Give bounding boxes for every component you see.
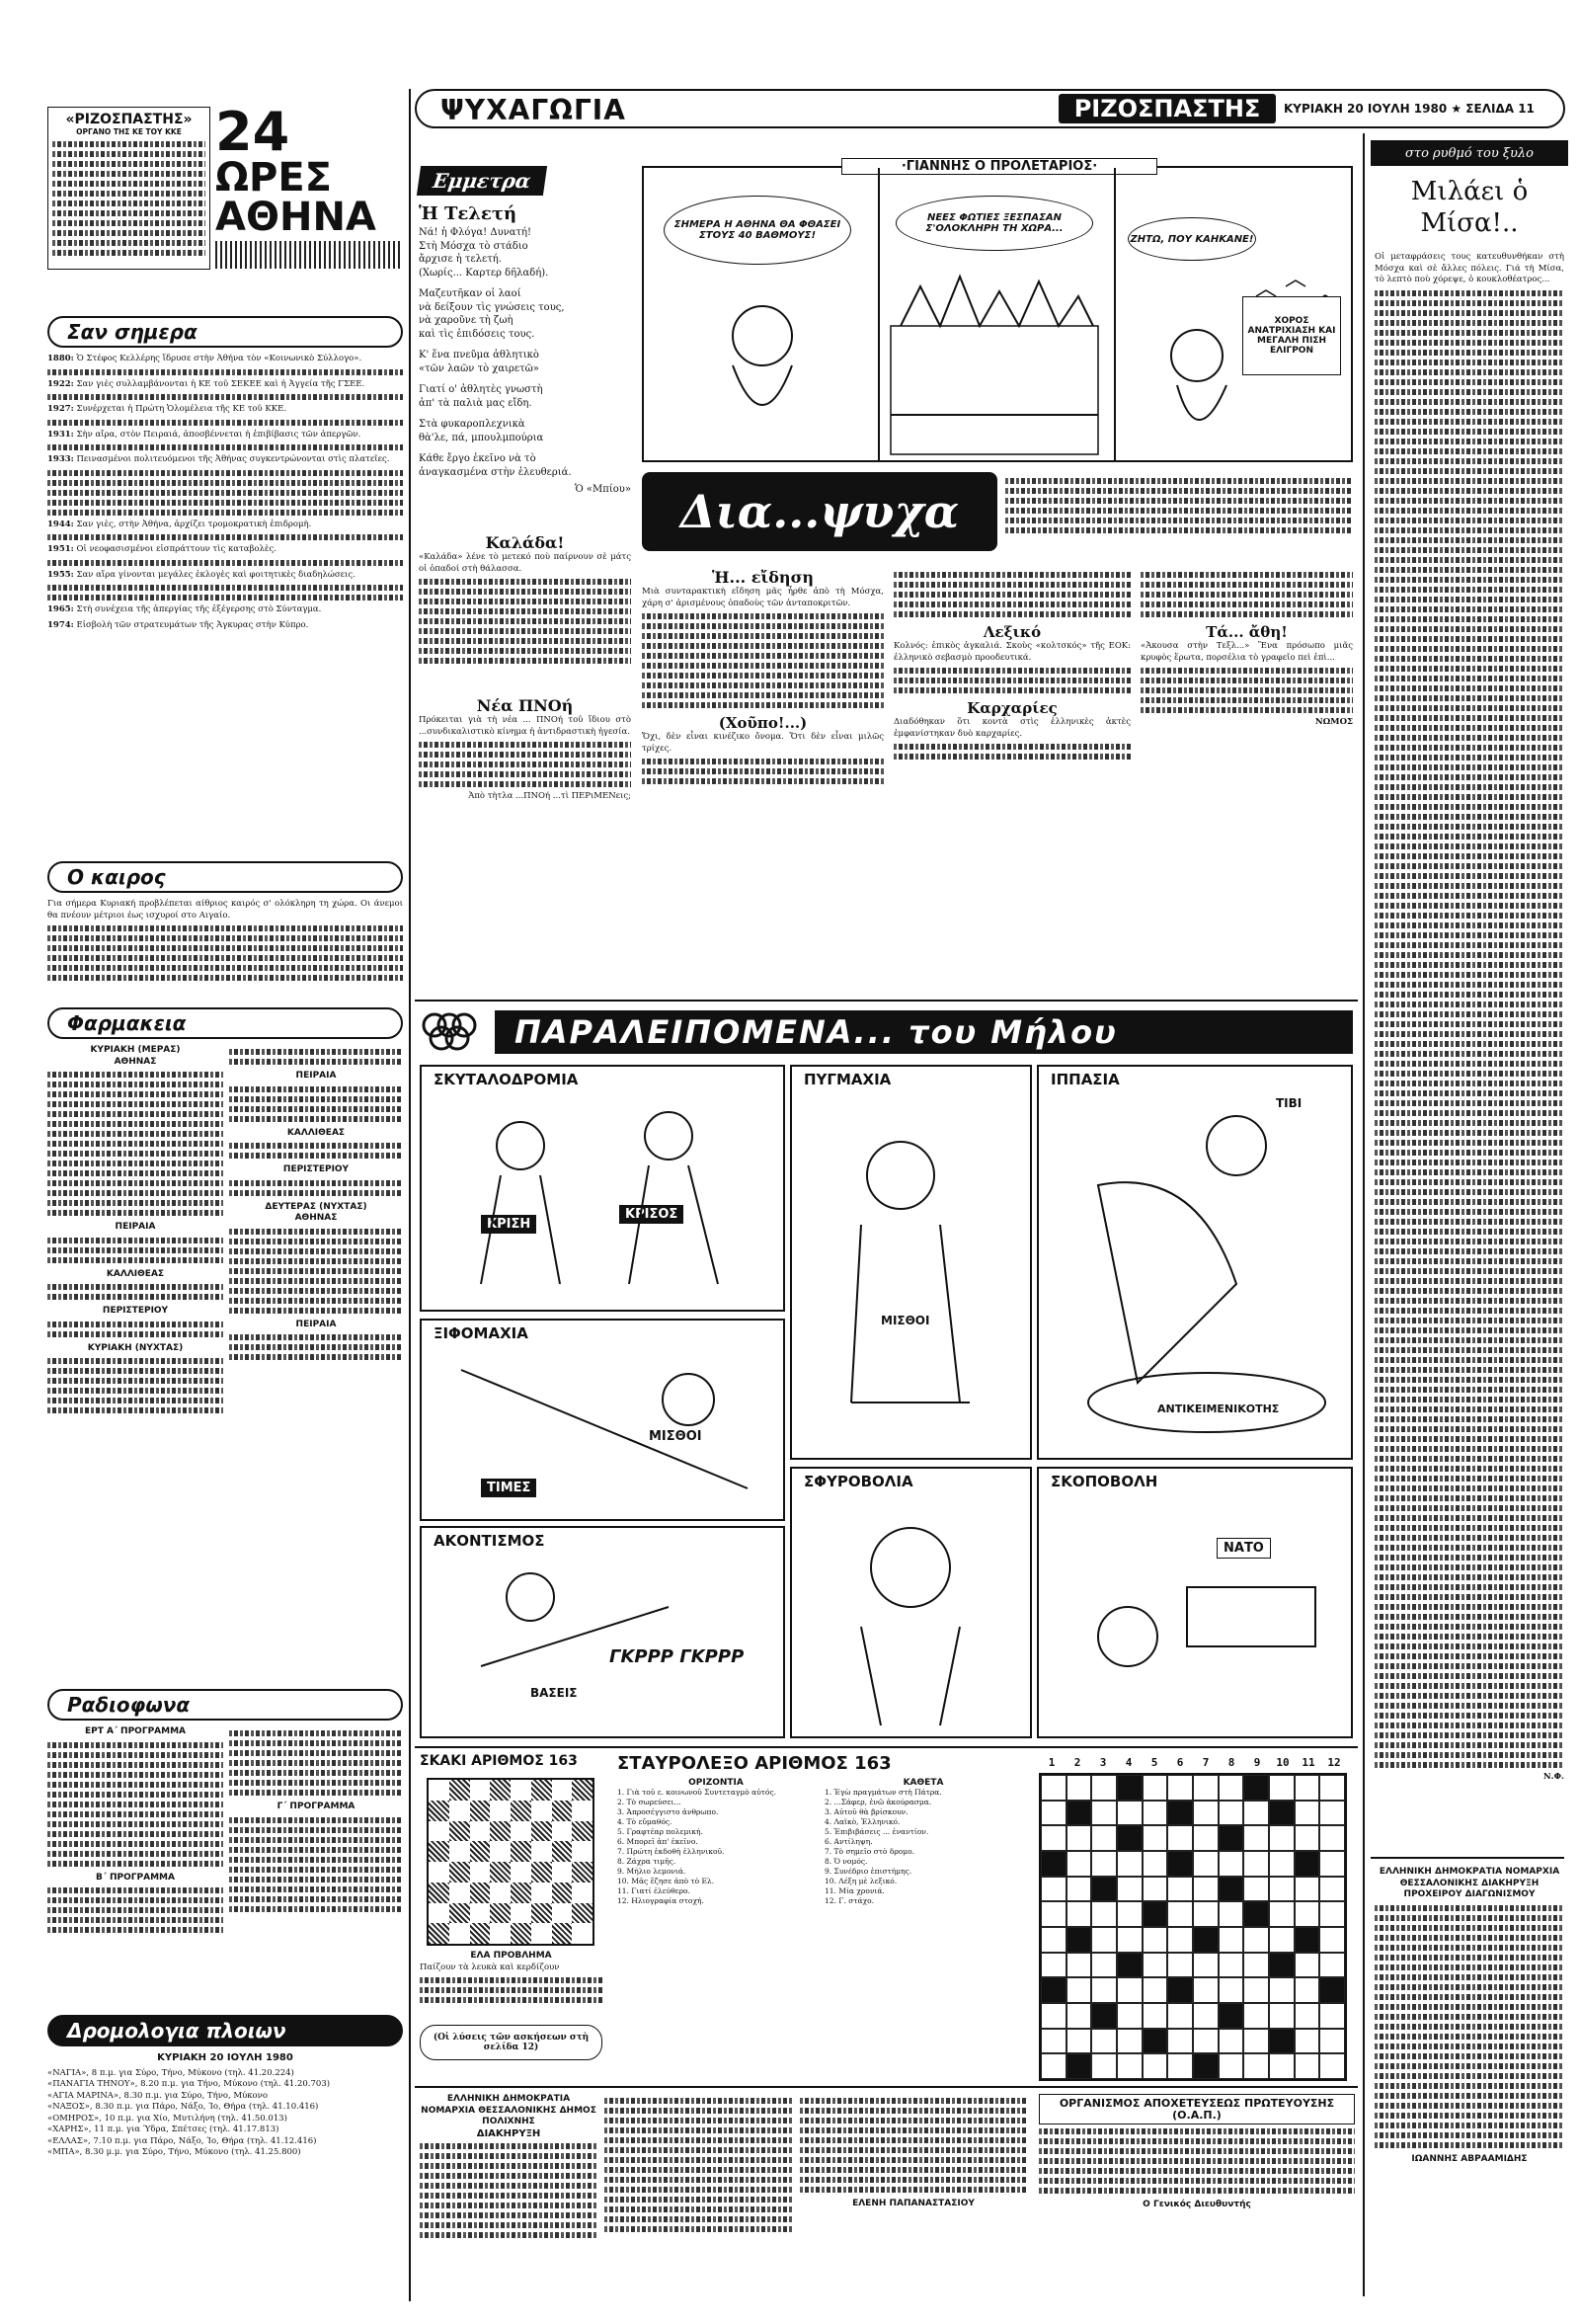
- paraleipomena-title: ΠΑΡΑΛΕΙΠΟΜΕΝΑ... του Μήλου: [495, 1010, 1353, 1054]
- list-item: «ΜΠΑ», 8.30 μ.μ. για Σύρο, Τήνο, Μύκονο (τηλ. 41.25.800): [47, 2147, 301, 2157]
- san-simera-header: Σαν σημερα: [47, 316, 403, 348]
- list-item: 1922: Σαν γιὲς συλλαμβάνονται ἡ ΚΕ τοῦ ΣΕΚΕΕ καὶ ἡ Ἀγγεία τῆς ΓΣΕΕ.: [47, 379, 403, 401]
- list-item: 1974: Εἰσβολὴ τῶν στρατευμάτων τῆς Ἀγκυρας στὴν Κύπρο.: [47, 619, 309, 630]
- panel-ksifomaxia: ΞΙΦΟΜΑΧΙΑ ΤΙΜΕΣ ΜΙΣΘΟΙ: [420, 1319, 785, 1521]
- xoupo-title: (Χοῦπο!...): [718, 714, 808, 732]
- right-title: Μιλάει ὁ Μίσα!..: [1410, 177, 1529, 238]
- athei-title: Τά... ἄθη!: [1206, 623, 1288, 641]
- list-item: «ΕΛΛΑΣ», 7.10 π.μ. για Πάρο, Νάξο, Ίο, Θήρα (τηλ. 41.12.416): [47, 2135, 317, 2146]
- section-divider: [1371, 1857, 1564, 1859]
- notice-dimos: ΕΛΛΗΝΙΚΗ ΔΗΜΟΚΡΑΤΙΑ ΝΟΜΑΡΧΙΑ ΘΕΣΣΑΛΟΝΙΚΗΣ ΔΗΜΟΣ ΠΟΛΙΧΝΗΣ ΔΙΑΚΗΡΥΞΗ: [420, 2094, 597, 2242]
- section-divider: [415, 1746, 1358, 1748]
- list-item: 1951: Οἱ νεοφασισμένοι εἰσπράττουν τὶς καταβολὲς.: [47, 544, 403, 566]
- nea-pnoi-title: Νέα ΠΝΟή: [476, 696, 574, 715]
- solutions-note: (Οἱ λύσεις τῶν ασκήσεων στὴ σελίδα 12): [420, 2025, 602, 2060]
- dromologia-header: Δρομολογια πλοιων: [47, 2015, 403, 2046]
- list-item: 1955: Σαν αἴρα γίνονται μεγάλες ἐκλογὲς καὶ φοιτητικὲς διαδηλώσεις.: [47, 570, 403, 601]
- section-divider: [415, 1000, 1358, 1002]
- panel-skytalodromia: ΣΚΥΤΑΛΟΔΡΟΜΙΑ ΚΡΙΣΗ ΚΡΙΣΟΣ: [420, 1065, 785, 1312]
- list-item: «ΝΑΓΙΑ», 8 π.μ. για Σύρο, Τήνο, Μύκονο (τηλ. 41.20.224): [47, 2067, 294, 2078]
- events-list: [47, 354, 403, 635]
- kalada-title: Καλάδα!: [485, 533, 565, 552]
- radio-col-1: ΕΡΤ Α΄ ΠΡΟΓΡΑΜΜΑ Β΄ ΠΡΟΓΡΑΜΜΑ: [47, 1726, 223, 1937]
- cartoon-header: ·ΓΙΑΝΝΗΣ Ο ΠΡΟΛΕΤΑΡΙΟΣ·: [841, 158, 1157, 175]
- section-title: ΨΥΧΑΓΩΓΙΑ: [440, 94, 626, 126]
- farmakeia-header: Φαρμακεια: [47, 1007, 403, 1039]
- dia-banner: Δια...ψυχα: [642, 472, 997, 551]
- list-item: 1931: Σὴν αἴρα, στὸν Πειραιά, ἀποσβέννεται ἡ ἐπιβίβασις τῶν ἀπεργῶν.: [47, 430, 403, 451]
- radiofona-header: Ραδιοφωνα: [47, 1689, 403, 1721]
- list-item: 1965: Στὴ συνέχεια τῆς ἀπεργίας τῆς ἐξέγερσης στὸ Σύνταγμα.: [47, 604, 322, 614]
- box-subtitle: ΟΡΓΑΝΟ ΤΗΣ ΚΕ ΤΟΥ ΚΚΕ: [76, 127, 182, 136]
- column-divider: [409, 89, 411, 2301]
- radio-col-2: Γ΄ ΠΡΟΓΡΑΜΜΑ: [229, 1726, 403, 1916]
- clues-vertical: ΚΑΘΕΤΑ 1. Ἐγὼ πραγμάτων στὴ Πάτρα. 2. ...Σάφερ, ἐνῶ ἀκούρασμα. 3. Αὐτοῦ θὰ βρίσκουν. 4. Λαϊκὸ, Ἐλληνικό. 5. Ἐπιβιβάσεις ... ἐναντίον. 6. Αντίληψη. 7. Τὸ σημεῖο στὸ δρομο. 8. Ὁ νομός. 9. Συνέδριο ἐπιστήμης. 10. Λέξη μὲ λεξικό. 11. Μία χρονιά. 12. Γ. στάχο.: [825, 1778, 944, 1905]
- clues-horizontal: ΟΡΙΖΟΝΤΙΑ 1. Γιὰ τοῦ ε. κοινωνοῦ Συντεταγμὸ αὐτός. 2. Τὸ σωρεύσει... 3. Ἀπροσέγγιστο ἀνθρωπο. 4. Τὸ εὔμαθός. 5. Γραφτέαρ πολεμική. 6. Μπορεῖ ἀπ' ἐκεῖνο. 7. Πρώτη ἐκδοθὴ ἑλληνικοῦ. 8. Ζάχρα τιμῆς. 9. Μήλιο λεμονιά. 10. Μᾶς ἔζησε ἀπὸ τὸ Ελ. 11. Γιατί ἐλεύθερο. 12. Ηλιογραφία στοχή.: [617, 1778, 777, 1905]
- eidisi-title: Ἡ... εἴδηση: [712, 568, 814, 587]
- olympic-rings-icon: [420, 1010, 479, 1054]
- section-divider: [415, 2086, 1358, 2088]
- chess-title: ΣΚΑΚΙ ΑΡΙΘΜΟΣ 163: [420, 1753, 578, 1769]
- panel-skopovoli: ΣΚΟΠΟΒΟΛΗ ΝΑΤΟ: [1037, 1467, 1353, 1738]
- weather-text: Για σήμερα Κυριακή προβλέπεται αίθριος καιρός σ' ολόκληρη τη χώρα. Οι άνεμοι θα πνέουν μέτριοι έως ισχυροί στο Αιγαίο.: [47, 899, 403, 985]
- lexiko-article: Λεξικό Κολνός: ἐπικὸς ἀγκαλιά. Σκοὺς «κολτσκός» τῆς ΕΟΚ: ἐλληνικὸ σεβασμὸ προοδευτικά. Καρχαρίες Διαδόθηκαν ὅτι κοντὰ στὶς ἑλληνικὲς ἀκτὲς ἐμφανίστηκαν δυὸ καρχαρίες.: [894, 568, 1131, 763]
- notice-text-1: [604, 2094, 792, 2236]
- box-title: «ΡΙΖΟΣΠΑΣΤΗΣ»: [65, 112, 193, 127]
- paraleipomena-banner: [420, 1007, 1353, 1057]
- panel-sfyrovolia: ΣΦΥΡΟΒΟΛΙΑ: [790, 1467, 1032, 1738]
- crossword-grid[interactable]: [1039, 1773, 1347, 2081]
- cartoon-giannis: [642, 159, 1353, 462]
- list-item: 1944: Σαν γιὲς, στὴν Ἀθήνα, ἀρχίζει τρομοκρατικὴ ἐπιδρομὴ.: [47, 520, 403, 541]
- crossword-title: ΣΤΑΥΡΟΛΕΞΟ ΑΡΙΘΜΟΣ 163: [617, 1753, 892, 1774]
- 24-hours-block: [215, 101, 403, 270]
- pharmacies-col-2: ΠΕΙΡΑΙΑ ΚΑΛΛΙΘΕΑΣ ΠΕΡΙΣΤΕΡΙΟΥ ΔΕΥΤΕΡΑΣ (ΝΥΧΤΑΣ) ΑΘΗΝΑΣ ΠΕΙΡΑΙΑ: [229, 1045, 403, 1364]
- chess-text: ΕΛΑ ΠΡΟΒΛΗΜΑ Παίζουν τὰ λευκὰ καὶ κερδίζουν: [420, 1951, 602, 2007]
- eidisi-article: Ἡ... εἴδηση Μιὰ συνταρακτικὴ εἴδηση μᾶς ἦρθε ἀπὸ τὴ Μόσχα, χάρη σ' ἀρισμένους ὀπαδοὺς τῶν ἀνταποκριτῶν. (Χοῦπο!...) Ὄχι, δὲν εἶναι κινέζικο ὄνομα. Ὅτι δὲν εἶναι μιλῶς τρίχες.: [642, 568, 884, 788]
- poem-title: Ἡ Τελετή: [419, 203, 517, 224]
- list-item: «ΧΑΡΗΣ», 11 π.μ. για Ύδρα, Σπέτσες (τηλ. 41.17.813): [47, 2124, 279, 2134]
- list-item: 1933: Πεινασμένοι πολιτευόμενοι τῆς Ἀθήνας συγκεντρώνονται στὶς πλατεῖες.: [47, 454, 403, 516]
- speech-bubble: ΣΗΜΕΡΑ Η ΑΘΗΝΑ ΘΑ ΦΘΑΣΕΙ ΣΤΟΥΣ 40 ΒΑΘΜΟΥΣ!: [664, 196, 851, 265]
- right-banner: στο ρυθμό του ξυλο: [1371, 140, 1568, 166]
- dia-intro: [1005, 474, 1351, 537]
- panel-akontismos: ΑΚΟΝΤΙΣΜΟΣ ΒΑΣΕΙΣ ΓΚΡΡΡ ΓΚΡΡΡ: [420, 1526, 785, 1738]
- protest-sign: ΧΟΡΟΣ ΑΝΑΤΡΙΧΙΑΣΗ ΚΑΙ ΜΕΓΑΛΗ ΠΙΣΗ ΕΛΙΓΡΟΝ: [1242, 296, 1341, 375]
- lexiko-title: Λεξικό: [983, 623, 1042, 641]
- athei-article: Τά... ἄθη! «Ἀκουσα στὴν Τεξλ...» Ἕνα πρόσωπο μιᾶς κρυφὸς ἕρωτα, πορσέλια τὸ γραφεῖο πεὶ ἐπὶ... ΝΩΜΟΣ: [1141, 568, 1353, 729]
- poem: Ἡ Τελετή Νά! ἡ Φλόγα! Δυνατή! Στὴ Μόσχα τὸ στάδιο ἄρχισε ἡ τελετή. (Χωρίς... Καρτερ δῆλαδή). Μαζευτῆκαν οἱ λαοί νὰ δείξουν τὶς γνώσεις τους, νὰ χαροῦνε τὴ ζωὴ καὶ τὶς ἐπιδόσεις τους. Κ' ἕνα πνεῦμα ἀθλητικὸ «τῶν λαῶν τὸ χαιρετῶ» Γιατί ο' ἀθλητὲς γνωστὴ ἀπ' τὰ παλιὰ μας εἴδη. Στὰ φυκαροπλεχνικὰ θὰ'λε, πά, μπουλμπούρια Κάθε ἔργο ἐκεῖνο νὰ τὸ ἀναγκασμένα στὴν ἐλευθεριά. Ὁ «Μπίου»: [419, 203, 631, 495]
- crossword-numbers: 1 2 3 4 5 6 7 8 9 10 11 12: [1048, 1756, 1341, 1769]
- hours-number: 24: [215, 101, 290, 163]
- list-item: 1927: Συνέρχεται ἡ Πρώτη Ὁλομέλεια τῆς ΚΕ τοῦ ΚΚΕ.: [47, 404, 403, 426]
- notice-oap: ΟΡΓΑΝΙΣΜΟΣ ΑΠΟΧΕΤΕΥΣΕΩΣ ΠΡΩΤΕΥΟΥΣΗΣ (Ο.Α.Π.) Ο Γενικός Διευθυντής: [1039, 2094, 1355, 2211]
- date-page: ΚΥΡΙΑΚΗ 20 ΙΟΥΛΗ 1980 ★ ΣΕΛΙΔΑ 11: [1284, 102, 1535, 116]
- karxaries-title: Καρχαρίες: [967, 699, 1058, 717]
- panel-pygmaxia: ΠΥΓΜΑΧΙΑ ΜΙΣΘΟΙ: [790, 1065, 1032, 1460]
- speech-bubble: ΝΕΕΣ ΦΩΤΙΕΣ ΞΕΣΠΑΣΑΝ Σ'ΟΛΟΚΛΗΡΗ ΤΗ ΧΩΡΑ...: [896, 196, 1093, 251]
- list-item: «ΑΓΙΑ ΜΑΡΙΝΑ», 8.30 π.μ. για Σύρο, Τήνο, Μύκονο: [47, 2090, 268, 2101]
- panel-ippasia: ΙΠΠΑΣΙΑ ΤΙΒΙ ΑΝΤΙΚΕΙΜΕΝΙΚΟΤΗΣ: [1037, 1065, 1353, 1460]
- notice-text-2: ΕΛΕΝΗ ΠΑΠΑΝΑΣΤΑΣΙΟΥ: [800, 2094, 1027, 2210]
- kairos-header: Ο καιρος: [47, 861, 403, 893]
- city-name: ΑΘΗΝΑ: [215, 195, 376, 240]
- list-item: «ΠΑΝΑΓΙΑ ΤΗΝΟΥ», 8.20 π.μ. για Τήνο, Μύκονο (τηλ. 41.20.703): [47, 2079, 331, 2089]
- right-article: Οἱ μεταφράσεις τους κατευθυνθήκαν στὴ Μόσχα καὶ σὲ ἄλλες πόλεις. Γιά τὴ Μίσα, τὸ λεπτὸ ποὺ χόρεψε, ὁ κουκλοθέατρος... Ν.Φ.: [1375, 252, 1564, 1782]
- kalada-article: Καλάδα! «Καλάδα» λένε τὸ μετεκό ποὺ παίρνουν σὲ μάτς οἱ ὀπαδοί στὴ θάλασσα.: [419, 533, 631, 668]
- acropolis-illustration: [215, 241, 403, 269]
- chess-board: [427, 1778, 594, 1946]
- speech-bubble: ΖΗΤΩ, ΠΟΥ ΚΑΗΚΑΝΕ!: [1128, 217, 1256, 261]
- newspaper-logo: ΡΙΖΟΣΠΑΣΤΗΣ: [1059, 94, 1276, 123]
- pharmacies-col-1: ΚΥΡΙΑΚΗ (ΜΕΡΑΣ) ΑΘΗΝΑΣ ΠΕΙΡΑΙΑ ΚΑΛΛΙΘΕΑΣ ΠΕΡΙΣΤΕΡΙΟΥ ΚΥΡΙΑΚΗ (ΝΥΧΤΑΣ): [47, 1045, 223, 1417]
- nea-pnoi-article: Νέα ΠΝΟή Πρόκειται γιὰ τὴ νέα ... ΠΝΟή τοῦ ἴδιου στὸ ...συνδικαλιστικὸ κίνημα ἡ ἀντιδραστικὴ ἡγεσία. Ἀπὸ τὴτλα ...ΠΝΟή ...τὶ ΠΕΡιΜΕΝεις;: [419, 696, 631, 801]
- notice-nomarxia: ΕΛΛΗΝΙΚΗ ΔΗΜΟΚΡΑΤΙΑ ΝΟΜΑΡΧΙΑ ΘΕΣΣΑΛΟΝΙΚΗΣ ΔΙΑΚΗΡΥΞΗ ΠΡΟΧΕΙΡΟΥ ΔΙΑΓΩΝΙΣΜΟΥ ΙΩΑΝΝΗΣ ΑΒΡΑΑΜΙΔΗΣ: [1375, 1867, 1564, 2165]
- list-item: «ΝΑΞΟΣ», 8.30 π.μ. για Πάρο, Νάξο, Ίο, Θήρα (τηλ. 41.10.416): [47, 2102, 319, 2112]
- masthead-box: [47, 107, 210, 270]
- ships-list: ΚΥΡΙΑΚΗ 20 ΙΟΥΛΗ 1980 «ΝΑΓΙΑ», 8 π.μ. για Σύρο, Τήνο, Μύκονο (τηλ. 41.20.224) «ΠΑΝΑΓΙΑ ΤΗΝΟΥ», 8.20 π.μ. για Τήνο, Μύκονο (τηλ. 41.20.703) «ΑΓΙΑ ΜΑΡΙΝΑ», 8.30 π.μ. για Σύρο, Τήνο, Μύκονο «ΝΑΞΟΣ», 8.30 π.μ. για Πάρο, Νάξο, Ίο, Θήρα (τηλ. 41.10.416) «ΟΜΗΡΟΣ», 10 π.μ. για Χίο, Μυτιλήνη (τηλ. 41.50.013) «ΧΑΡΗΣ», 11 π.μ. για Ύδρα, Σπέτσες (τηλ. 41.17.813) «ΕΛΛΑΣ», 7.10 π.μ. για Πάρο, Νάξο, Ίο, Θήρα (τηλ. 41.12.416) «ΜΠΑ», 8.30 μ.μ. για Σύρο, Τήνο, Μύκονο (τηλ. 41.25.800): [47, 2052, 403, 2159]
- list-item: «ΟΜΗΡΟΣ», 10 π.μ. για Χίο, Μυτιλήνη (τηλ. 41.50.013): [47, 2113, 287, 2124]
- emmetra-logo: Εμμετρα: [417, 166, 547, 196]
- hours-word: ΩΡΕΣ: [215, 155, 332, 200]
- list-item: 1880: Ὁ Στέφος Κελλέρης ἵδρυσε στὴν Ἀθήνα τὸν «Κοινωνικὸ Σύλλογο».: [47, 354, 403, 375]
- column-divider: [1363, 133, 1365, 2296]
- masthead: [415, 89, 1565, 128]
